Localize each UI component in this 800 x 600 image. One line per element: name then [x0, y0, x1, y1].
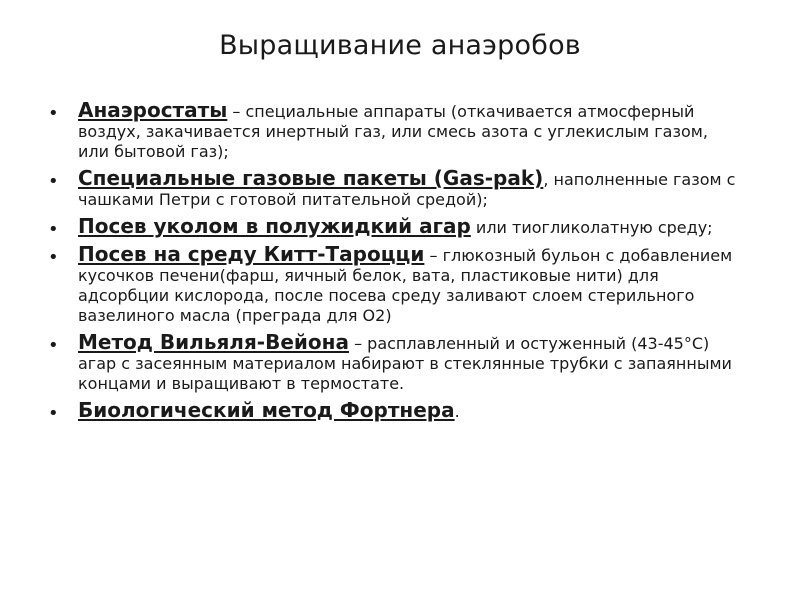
item-term: Биологический метод Фортнера [78, 398, 455, 422]
bullet-icon: • [48, 171, 59, 192]
bullet-icon: • [48, 219, 59, 240]
item-term: Анаэростаты [78, 98, 228, 122]
bullet-list [48, 100, 738, 428]
bullet-icon: • [48, 335, 59, 356]
item-term: Посев на среду Китт-Тароцци [78, 242, 425, 266]
bullet-icon: • [48, 403, 59, 424]
bullet-icon: • [48, 103, 59, 124]
item-description: – глюкозный бульон с добавлением кусочков печени(фарш, яичный белок, вата, пластиковые нити) для адсорбции кислорода, после посева среду заливают слоем стерильного вазелиного масла (преграда для О2) [78, 246, 733, 325]
item-description: – расплавленный и остуженный (43-45°С) агар с засеянным материалом набирают в стеклянные трубки с запаянными концами и выращивают в термостате. [78, 334, 732, 393]
item-term: Посев уколом в полужидкий агар [78, 214, 471, 238]
list-item [48, 216, 738, 238]
item-term: Специальные газовые пакеты (Gas-pak) [78, 166, 544, 190]
list-item [48, 100, 738, 162]
item-description: или тиогликолатную среду; [470, 218, 713, 237]
item-description: . [454, 402, 460, 421]
list-item [48, 244, 738, 326]
bullet-icon: • [48, 247, 59, 268]
list-item [48, 168, 738, 210]
slide-title: Выращивание анаэробов [219, 30, 581, 61]
list-item [48, 332, 738, 394]
item-description: – специальные аппараты (откачивается атмосферный воздух, закачивается инертный газ, или смесь азота с углекислым газом, или бытовой газ); [78, 102, 708, 161]
item-description: , наполненные газом с чашками Петри с готовой питательной средой); [78, 170, 736, 209]
item-term: Метод Вильяля-Вейона [78, 330, 349, 354]
list-item [48, 400, 738, 422]
